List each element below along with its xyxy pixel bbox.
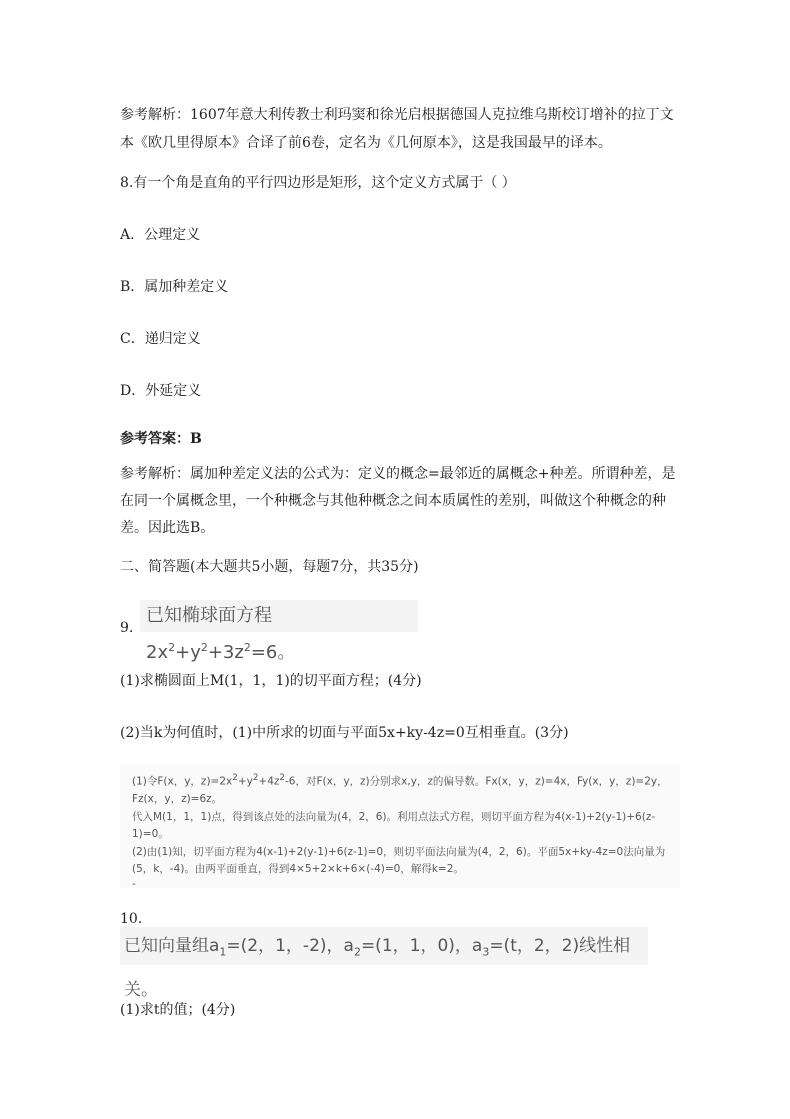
q9-solution-line-4: 1)=0。 — [132, 828, 169, 840]
q9-eq-exp-1: 2 — [168, 641, 176, 654]
q8-answer: 参考答案：B — [120, 431, 202, 447]
q8-option-a: A．公理定义 — [120, 227, 201, 243]
section-heading: 二、简答题(本大题共5小题，每题7分，共35分) — [120, 559, 419, 575]
q10-number: 10. — [120, 911, 143, 927]
q9-solution-line-6: (5，k，-4)。由两平面垂直，得到4×5+2×k+6×(-4)=0，解得k=2。 — [132, 863, 464, 875]
q8-stem: 8.有一个角是直角的平行四边形是矩形，这个定义方式属于（ ） — [120, 175, 516, 191]
q9-solution-image — [120, 764, 680, 888]
q7-analysis-line-2: 本《欧几里得原本》合译了前6卷，定名为《几何原本》，这是我国最早的译本。 — [120, 135, 612, 151]
q10-sub-1: 1 — [219, 945, 227, 959]
q8-option-d: D．外延定义 — [120, 383, 202, 399]
q8-analysis-line-1: 参考解析：属加种差定义法的公式为：定义的概念=最邻近的属概念+种差。所谓种差，是 — [120, 466, 676, 482]
q9-eq-text-1: 已知椭球面方程2x — [146, 605, 272, 663]
q10-text-a: 已知向量组a — [124, 936, 220, 956]
q9-solution-line-5: (2)由(1)知，切平面方程为4(x-1)+2(y-1)+6(z-1)=0，则切平面法向量为(4，2，6)。平面5x+ky-4z=0法向量为 — [132, 845, 666, 858]
q7-analysis-line-1: 参考解析：1607年意大利传教士利玛窦和徐光启根据德国人克拉维乌斯校订增补的拉丁文 — [120, 107, 674, 123]
q10-sub-2: 2 — [353, 945, 361, 959]
q9-eq-exp-3: 2 — [243, 641, 251, 654]
q10-text-c: =(1，1，0)，a — [360, 936, 483, 956]
q10-text-d: =(t，2，2)线性相关。 — [124, 936, 631, 1001]
q9-solution-line-7: - — [132, 877, 136, 890]
q9-eq-text-4: =6。 — [250, 642, 296, 663]
q10-sub-3: 3 — [482, 945, 490, 959]
q9-eq-text-2: +y — [175, 642, 201, 663]
q9-equation-image — [140, 600, 418, 663]
q8-option-c: C．递归定义 — [120, 331, 201, 347]
q9-part-1: (1)求椭圆面上M(1，1，1)的切平面方程；(4分) — [120, 673, 422, 689]
q10-text-b: =(2，1，-2)，a — [226, 936, 354, 956]
q9-part-2: (2)当k为何值时，(1)中所求的切面与平面5x+ky-4z=0互相垂直。(3分) — [120, 725, 569, 741]
q9-eq-exp-2: 2 — [200, 641, 208, 654]
q9-solution-line-2: Fz(x，y，z)=6z。 — [132, 793, 223, 805]
q9-solution-line-3: 代入M(1，1，1)点，得到该点处的法向量为(4，2，6)。利用点法式方程，则切平面方程为4(x-1)+2(y-1)+6(z- — [132, 810, 656, 823]
q9-number: 9. — [120, 620, 134, 636]
q9-solution-line-1: (1)令F(x，y，$z)=2x^2+y^2+4z^2-6$，对F(x，y，z)分别求x,y，z的偏导数。Fx(x，y，z)=4x，Fy(x，y，z)=2y， — [132, 773, 668, 788]
q8-option-b: B．属加种差定义 — [120, 279, 229, 295]
q8-analysis-line-2: 在同一个属概念里，一个种概念与其他种概念之间本质属性的差别，叫做这个种概念的种 — [120, 493, 666, 509]
q8-analysis-line-3: 差。因此选B。 — [120, 520, 215, 536]
q10-vector-image — [120, 927, 648, 1001]
q9-eq-text-3: +3z — [207, 642, 244, 663]
q10-part-1: (1)求t的值；(4分) — [120, 1002, 236, 1018]
